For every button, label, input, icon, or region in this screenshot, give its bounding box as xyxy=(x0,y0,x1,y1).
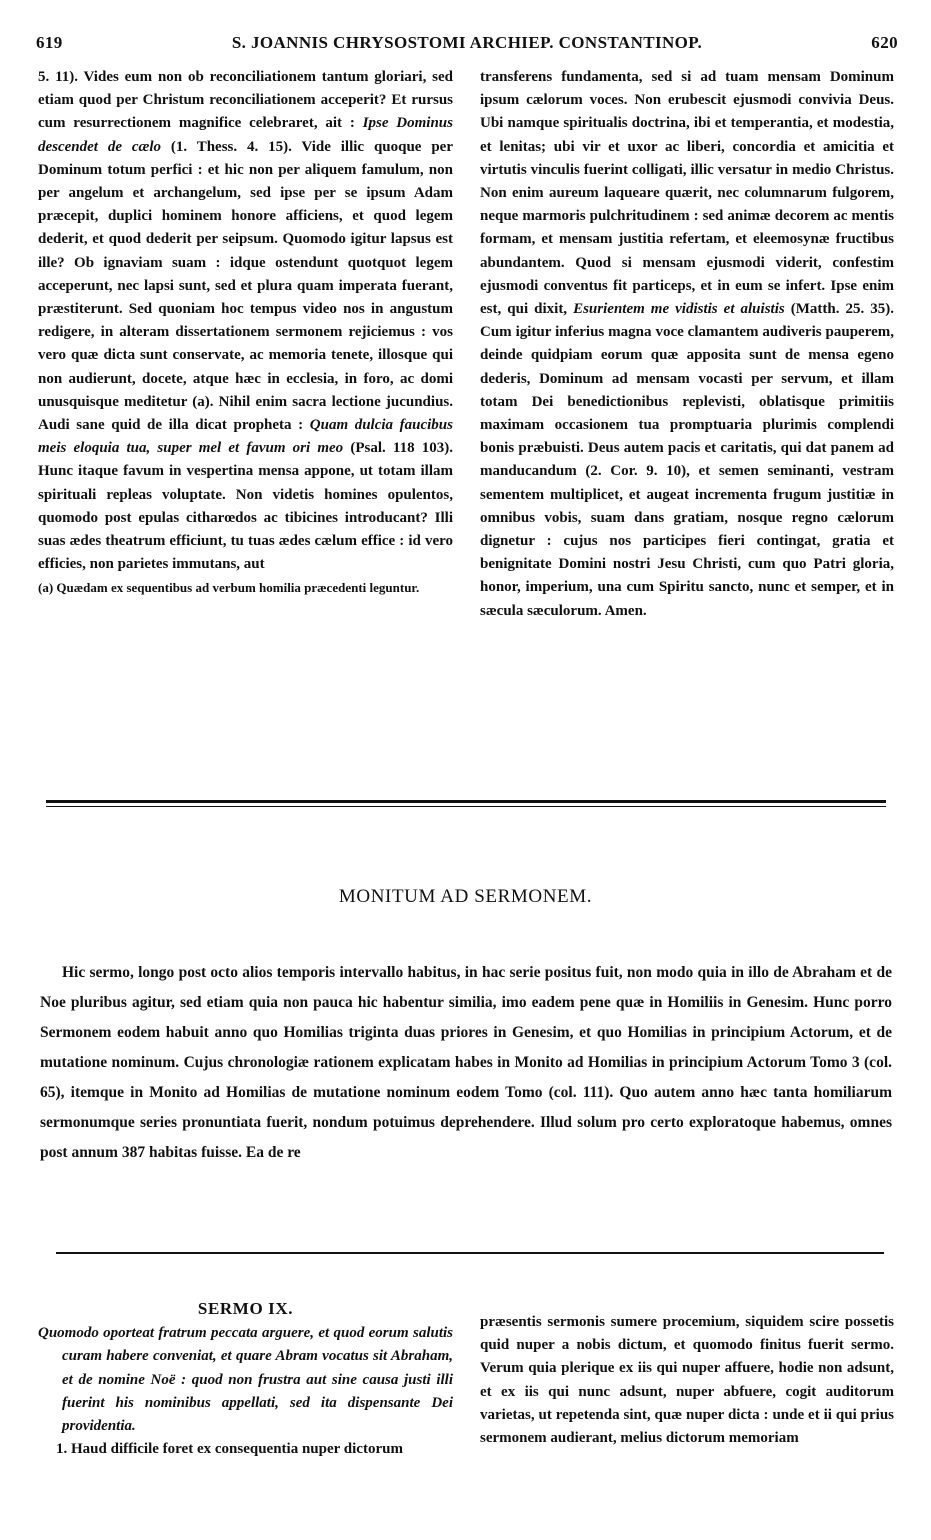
sermo-summary: Quomodo oporteat fratrum peccata arguere, et quod eorum salutis curam habere conveniat, et quare Abram vocatus sit Abraham, et de nomine Noë : quod non frustra aut sine causa justi illi fuerint his nominibus appellati, sed ita dispensante Dei providentia. xyxy=(38,1325,453,1435)
right-column-paragraph xyxy=(480,66,894,623)
sermo-left-column xyxy=(38,1297,453,1461)
text-run: transferens fundamenta, sed si ad tuam mensam Dominum ipsum cælorum voces. Non erubescit ejusmodi convivia Deus. Ubi namque spiritualis doctrina, ibi et temperantia, et modestia, et lenitas; ubi vir et uxor ac liberi, concordia et amicitia et virtutis vinculis fuerint colligati, illic versatur in medio Christus. Non enim aureum laqueare quærit, nec columnarum fulgorem, neque marmoris pulchritudinem : sed animæ decorem ac mentis formam, et mensam justitia refertam, et eleemosynæ fructibus abundantem. Quod si mensam ejusmodi viderit, confestim ejusmodi conventus fit particeps, et in eum se infert. Ipse enim est, qui dixit, xyxy=(480,69,894,318)
scripture-quote: Esurientem me vidistis et aluistis xyxy=(573,301,785,318)
right-column-top xyxy=(480,66,894,623)
scripture-quote: Quam dulcia faucibus meis eloquia tua, super mel et favum ori meo xyxy=(38,417,453,457)
sermo-right-column xyxy=(480,1311,894,1450)
text-run: (Psal. 118 103). Hunc itaque favum in vespertina mensa appone, ut totam illam spirituali repleas voluptate. Non videtis homines opulentos, quomodo post epulas citharœdos ac tibicines introducant? Illi suas ædes theatrum efficiunt, tu tuas ædes cælum effice : id vero efficies, non parietes immutans, aut xyxy=(38,440,453,573)
text-run: (1. Thess. 4. 15). Vide illic quoque per Dominum totum perfici : et hic non per aliquem famulum, non per angelum et archangelum, sed ipse per se ipsum Adam præcepit, duplici hominem honore afficiens, et quod legem dederit, et quod dederit per seipsum. Quomodo igitur lapsus est ille? Ob ignaviam suam : idque ostendunt quotquot legem acceperunt, nec lapsi sunt, sed et plura quam imperata fuerant, præstiterunt. Sed quoniam hoc tempus video nos in angustum redigere, in alteram dissertationem sermonem rejiciemus : vos vero quæ dicta sunt conservate, ac memoria tenete, illosque qui non audierunt, docete, atque hæc in ecclesia, in foro, ac domi unusquisque meditetur (a). Nihil enim sacra lectione jucundius. Audi sane quid de illa dicat propheta : xyxy=(38,138,453,434)
sermo-opening-line: 1. Haud difficile foret ex consequentia nuper dictorum xyxy=(56,1441,403,1458)
page-number-left: 619 xyxy=(36,33,63,52)
section-divider-double xyxy=(46,800,886,807)
running-header xyxy=(36,33,898,57)
sermo-right-paragraph: præsentis sermonis sumere procemium, siquidem scire possetis quid nuper a nobis dictum, et quomodo finitus fuerit sermo. Verum quia plerique ex iis qui nuper affuere, hodie non adsunt, et ex iis qui nunc adsunt, nuper abfuere, cogit auditorum varietas, ut repetenda sint, quæ nuper dicta : unde et ii qui prius sermonem audierant, melius dictorum memoriam xyxy=(480,1314,894,1447)
left-column-top xyxy=(38,66,453,595)
running-title: S. JOANNIS CHRYSOSTOMI ARCHIEP. CONSTANTINOP. xyxy=(231,33,703,52)
page-number-right: 620 xyxy=(871,33,898,52)
text-run: (Matth. 25. 35). Cum igitur inferius magna voce clamantem audiveris pauperem, deinde quidpiam eorum quæ apposita sunt de mensa egeno dederis, Dominum ad mensam vocasti per servum, et illam totam Dei benedictionibus replevisti, oblatisque primitiis maximam occasionem tua promptuaria plurimis complendi bonis præbuisti. Deus autem pacis et caritatis, qui dat panem ad manducandum (2. Cor. 9. 10), et semen seminanti, vestram sementem multiplicet, et augeat incrementa frugum justitiæ in omnibus vobis, suam dans gratiam, nosque regno cælorum dignetur : cujus nos participes fieri contingat, gratia et benignitate Domini nostri Jesu Christi, cum quo Patri gloria, honor, imperium, una cum Spiritu sancto, nunc et semper, et in sæcula sæculorum. Amen. xyxy=(480,301,895,619)
footnote: (a) Quædam ex sequentibus ad verbum homilia præcedenti leguntur. xyxy=(38,580,420,596)
monitum-title: MONITUM AD SERMONEM. xyxy=(338,886,593,907)
left-column-paragraph xyxy=(38,66,453,576)
scripture-quote: Ipse Dominus descendet de cælo xyxy=(38,115,453,155)
monitum-body: Hic sermo, longo post octo alios temporis intervallo habitus, in hac serie positus fuit, non modo quia in illo de Abraham et de Noe pluribus agitur, sed etiam quia non pauca hic habentur similia, imo eadem pene quæ in Homiliis in Genesim. Hunc porro Sermonem eodem habuit anno quo Homilias triginta duas priores in Genesim, et quo Homilias in principium Actorum, et de mutatione nominum. Cujus chronologiæ rationem explicatam habes in Monito ad Homilias in principium Actorum Tomo 3 (col. 65), itemque in Monito ad Homilias de mutatione nominum eodem Tomo (col. 111). Quo autem anno hæc tanta homiliarum sermonumque series pronuntiata fuerit, nondum potuimus deprehendere. Illud solum pro certo exploratoque habemus, omnes post annum 387 habitas fuisse. Ea de re xyxy=(40,964,892,1161)
sermo-title: SERMO IX. xyxy=(197,1299,294,1318)
text-run: 5. 11). Vides eum non ob reconciliationem tantum gloriari, sed etiam quod per Christum reconciliationem acceperit? Et rursus cum resurrectionem magnifice celebraret, ait : xyxy=(38,69,453,132)
section-divider-single xyxy=(56,1252,884,1254)
